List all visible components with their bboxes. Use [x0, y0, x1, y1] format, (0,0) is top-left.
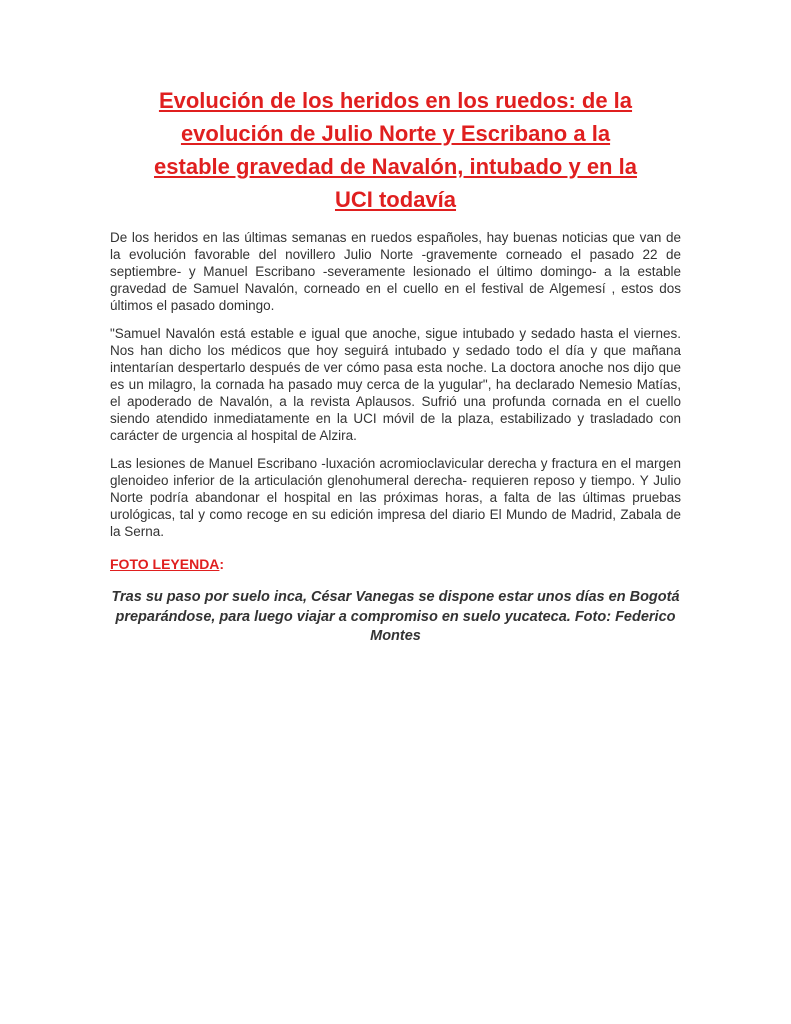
photo-caption-line-2: preparándose, para luego viajar a compromiso en suelo yucateca. Foto: Federico	[115, 608, 676, 625]
photo-caption-heading	[110, 556, 681, 573]
headline-line-1: Evolución de los heridos en los ruedos: de la	[158, 88, 633, 113]
photo-caption-heading-colon: :	[219, 556, 225, 572]
article-headline	[110, 84, 681, 216]
headline-line-2: evolución de Julio Norte y Escribano a la	[180, 121, 611, 146]
article-paragraph-3: Las lesiones de Manuel Escribano -luxación acromioclavicular derecha y fractura en el margen glenoideo inferior de la articulación glenohumeral derecha- requieren reposo y tiempo. Y Julio Norte podría abandonar el hospital en las próximas horas, a falta de las últimas pruebas urológicas, tal y como recoge en su edición impresa del diario El Mundo de Madrid, Zabala de la Serna.	[110, 456, 681, 539]
photo-caption-heading-label: FOTO LEYENDA	[110, 556, 220, 572]
headline-line-4: UCI todavía	[334, 187, 457, 212]
photo-caption-text	[110, 588, 681, 647]
headline-line-3: estable gravedad de Navalón, intubado y en la	[154, 154, 637, 179]
photo-caption-line-3: Montes	[370, 628, 421, 644]
article-paragraph-1: De los heridos en las últimas semanas en ruedos españoles, hay buenas noticias que van de la evolución favorable del novillero Julio Norte -gravemente corneado el pasado 22 de septiembre- y Manuel Escribano -severamente lesionado el último domingo- a la estable gravedad de Samuel Navalón, corneado en el cuello en el festival de Algemesí , estos dos últimos el pasado domingo.	[110, 230, 681, 313]
article-paragraph-2: "Samuel Navalón está estable e igual que anoche, sigue intubado y sedado hasta el viernes. Nos han dicho los médicos que hoy seguirá intubado y sedado todo el día y que mañana intentarían despertarlo después de ver cómo pasa esta noche. La doctora anoche nos dijo que es un milagro, la cornada ha pasado muy cerca de la yugular", ha declarado Nemesio Matías, el apoderado de Navalón, a la revista Aplausos. Sufrió una profunda cornada en el cuello siendo atendido inmediatamente en la UCI móvil de la plaza, estabilizado y trasladado con carácter de urgencia al hospital de Alzira.	[110, 326, 681, 443]
photo-caption-line-1: Tras su paso por suelo inca, César Vanegas se dispone estar unos días en Bogotá	[111, 589, 680, 605]
